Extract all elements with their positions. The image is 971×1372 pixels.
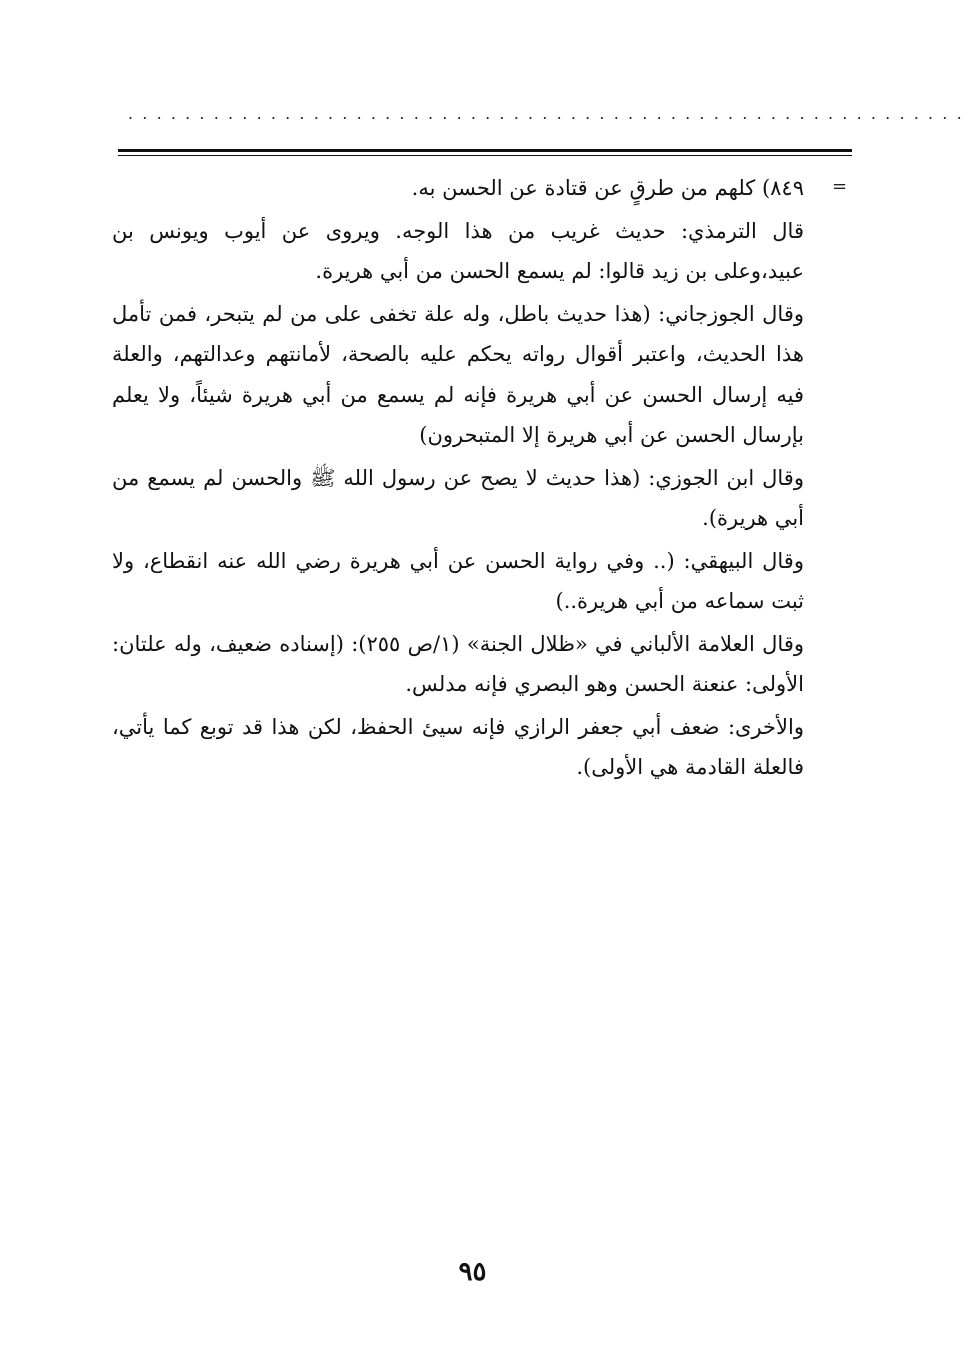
footnote-paragraph: قال الترمذي: حديث غريب من هذا الوجه. ويروى عن أيوب ويونس بن عبيد،وعلى بن زيد قالوا: لم يسمع الحسن من أبي هريرة. [112,218,804,283]
footnote-paragraph: وقال ابن الجوزي: (هذا حديث لا يصح عن رسول الله ﷺ والحسن لم يسمع من أبي هريرة). [112,465,804,530]
footnote-rule-thin [118,155,852,156]
dotted-separator: ........................................................... [128,104,971,123]
footnote-paragraph: والأخرى: ضعف أبي جعفر الرازي فإنه سيئ الحفظ، لكن هذا قد توبع كما يأتي، فالعلة القادمة هي الأولى). [112,714,804,779]
footnote-text [112,168,804,790]
footnote-paragraph: ٨٤٩) كلهم من طرقٍ عن قتادة عن الحسن به. [411,176,804,200]
footnote-rule-thick [118,149,852,152]
footnote-paragraph: وقال البيهقي: (.. وفي رواية الحسن عن أبي هريرة رضي الله عنه انقطاع، ولا ثبت سماعه من أبي هريرة..) [112,548,804,613]
page-number: ٩٥ [458,1257,487,1287]
footnote-paragraph: وقال العلامة الألباني في «ظلال الجنة» (١/ص ٢٥٥): (إسناده ضعيف، وله علتان: الأولى: عنعنة الحسن وهو البصري فإنه مدلس. [112,631,805,696]
footnote-paragraph: وقال الجوزجاني: (هذا حديث باطل، وله علة تخفى على من لم يتبحر، فمن تأمل هذا الحديث، واعتبر أقوال رواته يحكم عليه بالصحة، لأمانتهم وعدالتهم، والعلة فيه إرسال الحسن عن أبي هريرة فإنه لم يسمع من أبي هريرة شيئاً، ولا يعلم بإرسال الحسن عن أبي هريرة إلا المتبحرون) [112,301,804,447]
continuation-mark: = [832,176,848,197]
